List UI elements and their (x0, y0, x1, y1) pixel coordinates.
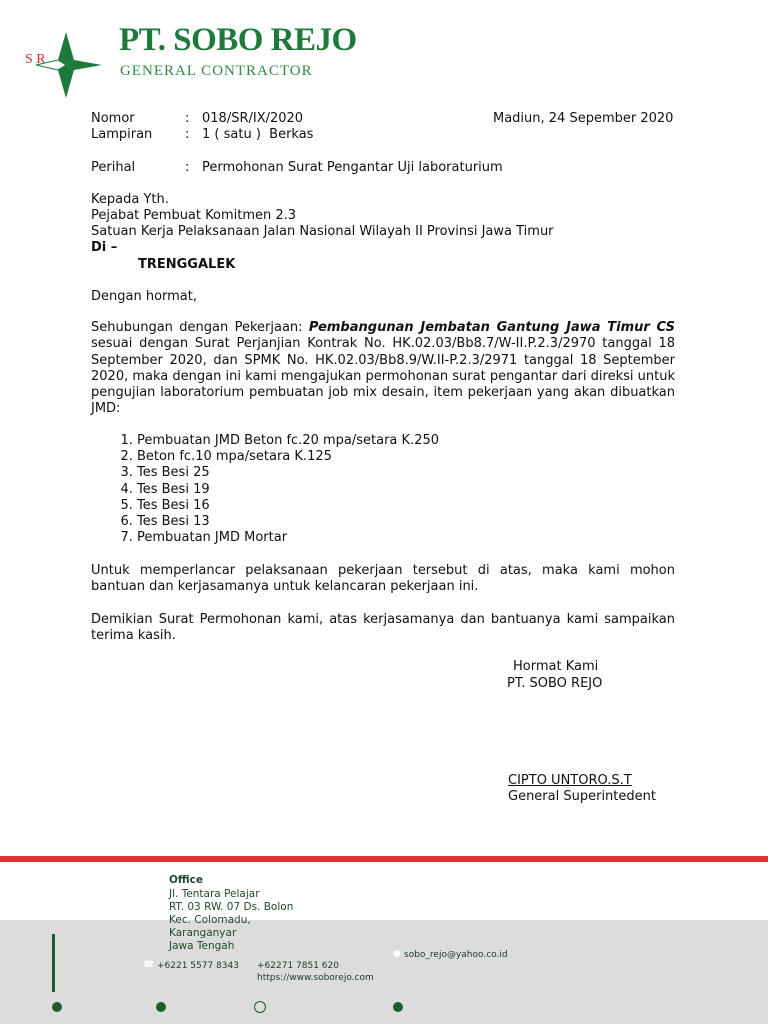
footer-dot (156, 1002, 166, 1012)
list-item: 2. Beton fc.10 mpa/setara K.125 (137, 449, 439, 465)
address-line: RT. 03 RW. 07 Ds. Bolon (169, 901, 294, 913)
recipient-city: TRENGGALEK (138, 257, 236, 272)
footer-accent-bar (52, 934, 55, 992)
paragraph-3: Demikian Surat Permohonan kami, atas kerjasamanya dan bantuanya kami sampaikan terima kasih. (91, 612, 675, 644)
project-name: Pembangunan Jembatan Gantung Jawa Timur CS (308, 320, 675, 335)
perihal-value: Permohonan Surat Pengantar Uji laboraturium (202, 160, 503, 175)
paragraph-1 (91, 320, 675, 418)
company-name: PT. SOBO REJO (119, 22, 357, 58)
paragraph-1-rest: sesuai dengan Surat Perjanjian Kontrak No. HK.02.03/Bb8.7/W-II.P.2.3/2970 tanggal 18 September 2020, dan SPMK No. HK.02.03/Bb8.9/W.II-P.2.3/2971 tanggal 18 September 2020, maka dengan ini kami mengajukan permohonan surat pengantar dari direksi untuk pengujian laboratorium pembuatan job mix desain, item pekerjaan yang akan dibuatkan JMD: (91, 336, 675, 417)
globe-icon (254, 1001, 266, 1013)
paragraph-1-start: Sehubungan dengan Pekerjaan: (91, 320, 309, 335)
list-item: 3. Tes Besi 25 (137, 465, 439, 481)
lampiran-colon: : (185, 127, 190, 142)
list-item: 4. Tes Besi 19 (137, 482, 439, 498)
perihal-label: Perihal (91, 160, 136, 175)
email-icon: ● (393, 949, 401, 959)
closing-salutation: Hormat Kami (513, 659, 599, 674)
address-line: Kec. Colomadu, (169, 914, 251, 926)
paragraph-2: Untuk memperlancar pelaksanaan pekerjaan tersebut di atas, maka kami mohon bantuan dan kerjasamanya untuk kelancaran pekerjaan ini. (91, 563, 675, 595)
phone-icon: ☎ (143, 960, 155, 970)
company-logo (22, 30, 104, 100)
list-item: 1. Pembuatan JMD Beton fc.20 mpa/setara K.250 (137, 433, 439, 449)
list-item: 5. Tes Besi 16 (137, 498, 439, 514)
logo-text: S R (25, 52, 46, 67)
website[interactable]: https://www.soborejo.com (257, 973, 374, 983)
nomor-value: 018/SR/IX/2020 (202, 111, 304, 126)
greeting: Dengan hormat, (91, 289, 198, 304)
nomor-label: Nomor (91, 111, 135, 126)
email[interactable]: sobo_rejo@yahoo.co.id (404, 950, 508, 960)
nomor-colon: : (185, 111, 190, 126)
recipient-line3: Satuan Kerja Pelaksanaan Jalan Nasional Wilayah II Provinsi Jawa Timur (91, 224, 554, 239)
recipient-line1: Kepada Yth. (91, 192, 169, 207)
signer-name: CIPTO UNTORO.S.T (508, 773, 632, 788)
list-item: 7. Pembuatan JMD Mortar (137, 530, 439, 546)
recipient-di: Di – (91, 240, 118, 255)
address-line: Karanganyar (169, 927, 237, 939)
phone-2: +62271 7851 620 (257, 961, 339, 971)
lampiran-label: Lampiran (91, 127, 153, 142)
address-line: Jl. Tentara Pelajar (169, 888, 260, 900)
signer-title: General Superintedent (508, 789, 656, 804)
place-date: Madiun, 24 Sepember 2020 (493, 111, 674, 126)
jmd-item-list (91, 433, 439, 546)
footer-divider (0, 856, 768, 862)
lampiran-value: 1 ( satu ) Berkas (202, 127, 314, 142)
phone-1: +6221 5577 8343 (157, 961, 239, 971)
closing-company: PT. SOBO REJO (507, 676, 603, 691)
address-line: Jawa Tengah (169, 940, 235, 952)
footer-dot (52, 1002, 62, 1012)
company-tagline: GENERAL CONTRACTOR (120, 63, 313, 79)
recipient-line2: Pejabat Pembuat Komitmen 2.3 (91, 208, 297, 223)
list-item: 6. Tes Besi 13 (137, 514, 439, 530)
office-label: Office (169, 874, 203, 886)
perihal-colon: : (185, 160, 190, 175)
footer-dot (393, 1002, 403, 1012)
footer-band (0, 920, 768, 1024)
